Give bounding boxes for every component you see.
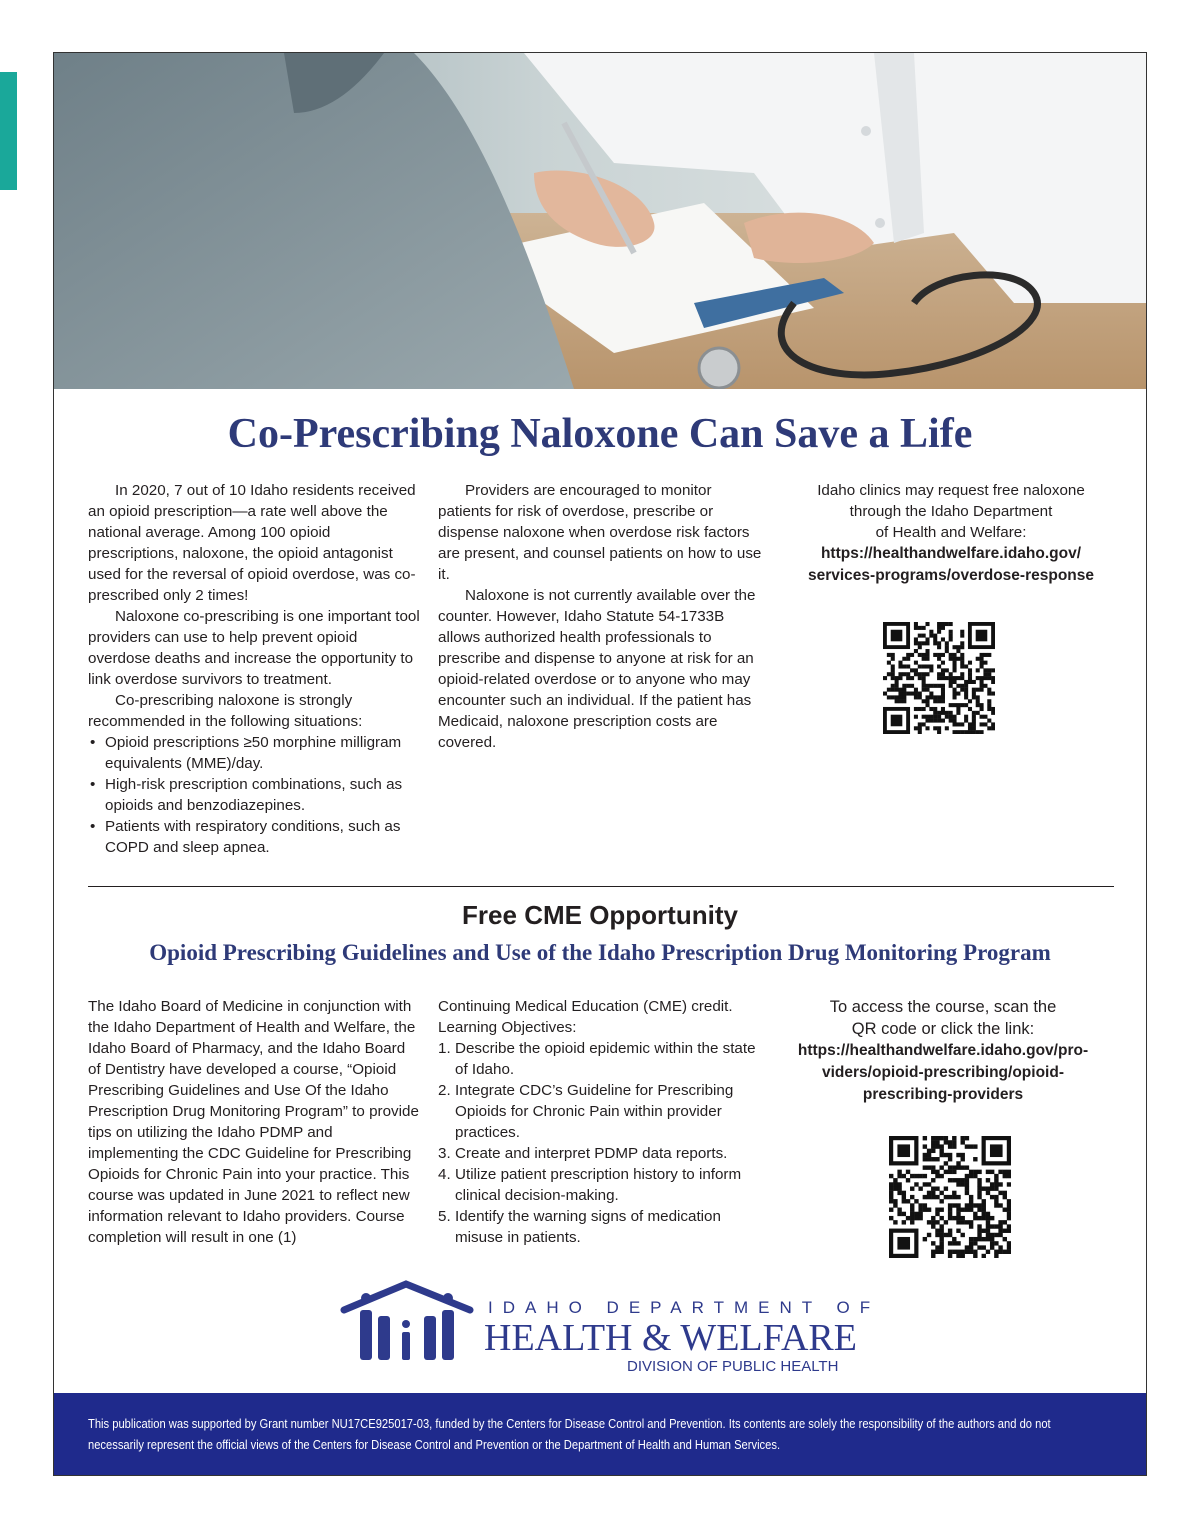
idhw-logo xyxy=(340,1280,881,1380)
list-item: 1. Describe the opioid epidemic within the state of Idaho. xyxy=(438,1040,756,1078)
list-item: 4. Utilize patient prescription history to inform clinical decision-making. xyxy=(438,1166,742,1204)
list-item: • High-risk prescription combinations, such as opioids and benzodiazepines. xyxy=(88,774,424,816)
list-item: 2. Integrate CDC’s Guideline for Prescribing Opioids for Chronic Pain within provider practices. xyxy=(438,1082,734,1141)
text-line: To access the course, scan the xyxy=(829,998,1057,1016)
side-tab-accent xyxy=(0,72,17,190)
text-line: of Health and Welfare: xyxy=(875,524,1027,541)
cme-subtitle: Opioid Prescribing Guidelines and Use of the Idaho Prescription Drug Monitoring Program xyxy=(149,940,1051,965)
section-divider xyxy=(88,886,1114,887)
naloxone-link-line1[interactable]: https://healthandwelfare.idaho.gov/ xyxy=(820,545,1082,562)
paragraph: The Idaho Board of Medicine in conjunction with the Idaho Department of Health and Welfare, the Idaho Board of Pharmacy, and the Idaho Board of Dentistry have developed a course, “Opioid Prescribing Guidelines and Use Of the Idaho Prescription Drug Monitoring Program” to provide tips on utilizing the Idaho PDMP and implementing the CDC Guideline for Prescribing Opioids for Chronic Pain into your practice. This course was updated in June 2021 to reflect new information relevant to Idaho providers. Course completion will result in one (1) xyxy=(88,998,419,1246)
logo-text-line3: DIVISION OF PUBLIC HEALTH xyxy=(627,1358,839,1375)
objectives-list xyxy=(438,1038,756,1248)
header-photo xyxy=(54,53,1146,389)
list-item: • Patients with respiratory conditions, such as COPD and sleep apnea. xyxy=(88,816,424,858)
paragraph: Naloxone is not currently available over the counter. However, Idaho Statute 54-1733B allows authorized health professionals to prescribe and dispense to anyone at risk for an opioid-related overdose or to anyone who may encounter such an individual. If the patient has Medicaid, naloxone prescription costs are covered. xyxy=(438,587,756,751)
course-link-line2[interactable]: viders/opioid-prescribing/opioid- xyxy=(822,1064,1064,1081)
list-item: 3. Create and interpret PDMP data reports. xyxy=(438,1145,728,1162)
footer-disclaimer xyxy=(54,1393,1146,1475)
house-people-icon xyxy=(340,1280,475,1366)
logo-text-line1: IDAHO DEPARTMENT OF xyxy=(488,1298,881,1317)
text-line: through the Idaho Department xyxy=(849,503,1053,520)
text-line: Idaho clinics may request free naloxone xyxy=(817,482,1085,499)
paragraph: Continuing Medical Education (CME) credit. xyxy=(438,998,733,1015)
course-link-line1[interactable]: https://healthandwelfare.idaho.gov/pro- xyxy=(797,1042,1089,1059)
list-item: • Opioid prescriptions ≥50 morphine milligram equivalents (MME)/day. xyxy=(88,732,424,774)
naloxone-link-line2[interactable]: services-programs/overdose-response xyxy=(807,567,1095,584)
section2-column3 xyxy=(776,996,1110,1106)
qr-code-naloxone[interactable] xyxy=(883,622,995,734)
section1-column3 xyxy=(790,480,1112,587)
objectives-label: Learning Objectives: xyxy=(438,1019,577,1036)
section2-column1 xyxy=(88,996,422,1248)
course-link-line3[interactable]: prescribing-providers xyxy=(862,1086,1024,1103)
paragraph: In 2020, 7 out of 10 Idaho residents received an opioid prescription—a rate well above the national average. Among 100 opioid prescriptions, naloxone, the opioid antagonist used for the reversal of opioid overdose, was co-prescribed only 2 times! xyxy=(88,482,416,604)
section2-column2 xyxy=(438,996,756,1248)
logo-text-line2: HEALTH & WELFARE xyxy=(484,1317,857,1359)
cme-title: Free CME Opportunity xyxy=(462,900,738,930)
section1-column1 xyxy=(88,480,424,858)
footer-line2: necessarily represent the official views of the Centers for Disease Control and Prevention or the Department of Health and Human Services. xyxy=(88,1437,781,1452)
paragraph: Naloxone co-prescribing is one important tool providers can use to help prevent opioid overdose deaths and increase the opportunity to link overdose survivors to treatment. xyxy=(88,608,420,688)
page-title: Co-Prescribing Naloxone Can Save a Life xyxy=(227,411,973,457)
footer-line1: This publication was supported by Grant number NU17CE925017-03, funded by the Centers for Disease Control and Prevention. Its contents are solely the responsibility of the authors and do not xyxy=(88,1416,1051,1431)
paragraph: Co-prescribing naloxone is strongly recommended in the following situations: xyxy=(88,692,363,730)
paragraph: Providers are encouraged to monitor patients for risk of overdose, prescribe or dispense naloxone when overdose risk factors are present, and counsel patients on how to use it. xyxy=(438,482,762,583)
section1-column2 xyxy=(438,480,768,753)
qr-code-course[interactable] xyxy=(889,1136,1011,1258)
text-line: QR code or click the link: xyxy=(851,1020,1035,1038)
recommendation-list xyxy=(88,732,424,858)
list-item: 5. Identify the warning signs of medication misuse in patients. xyxy=(438,1208,721,1246)
